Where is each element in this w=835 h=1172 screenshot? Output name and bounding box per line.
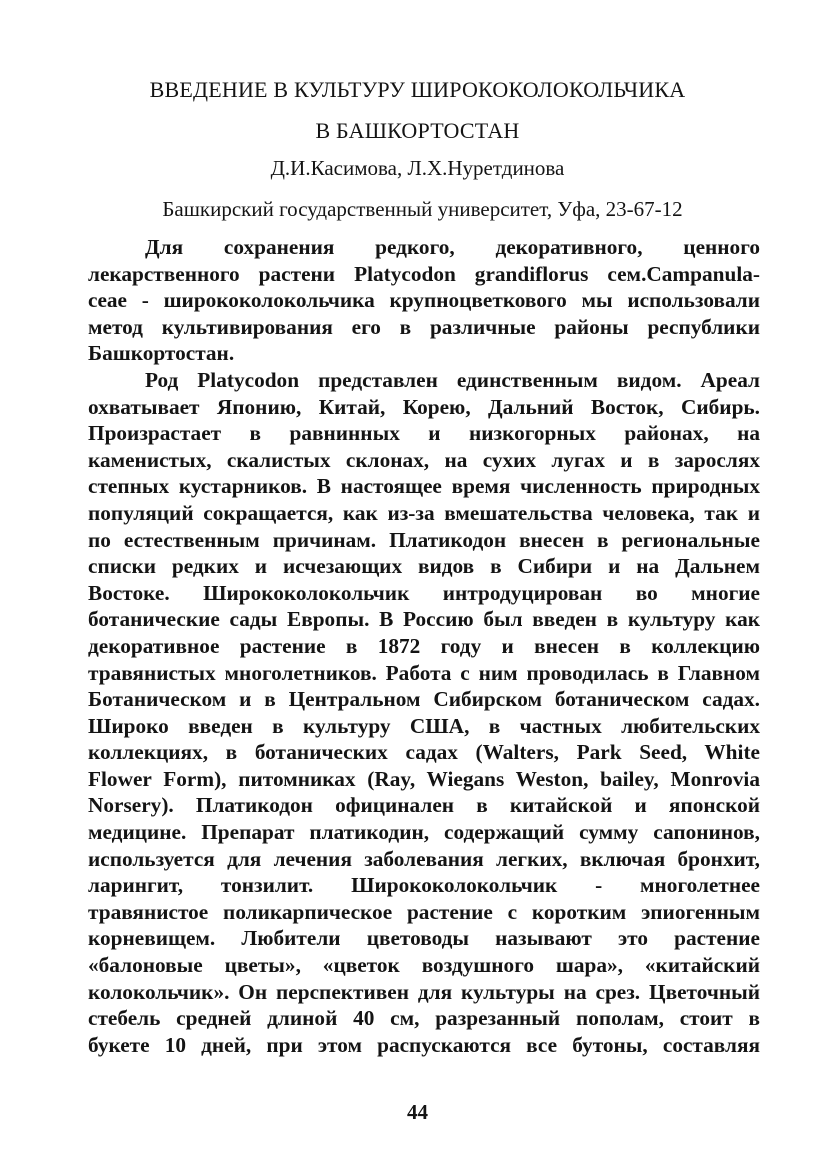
text-line: Востоке. Ширококолокольчик интродуцирован во многие bbox=[88, 580, 760, 605]
text-line: степных кустарников. В настоящее время численность природных bbox=[88, 474, 760, 499]
text-line: Широко введен в культуру США, в частных любительских bbox=[88, 713, 760, 738]
page-number: 44 bbox=[407, 1100, 428, 1124]
text-line: списки редких и исчезающих видов в Сибири и на Дальнем bbox=[88, 554, 760, 579]
text-line: букете 10 дней, при этом распускаются все бутоны, составляя bbox=[88, 1032, 760, 1057]
text-line: корневищем. Любители цветоводы называют это растение bbox=[88, 926, 760, 951]
text-line: ботанические сады Европы. В Россию был введен в культуру как bbox=[88, 607, 760, 632]
body-text bbox=[88, 234, 760, 1058]
text-line: травянистых многолетников. Работа с ним проводилась в Главном bbox=[88, 660, 760, 685]
title-line-1: ВВЕДЕНИЕ В КУЛЬТУРУ ШИРОКОКОЛОКОЛЬЧИКА bbox=[149, 77, 686, 102]
text-line: травянистое поликарпическое растение с коротким эпиогенным bbox=[88, 899, 760, 924]
affiliation: Башкирский государственный университет, Уфа, 23-67-12 bbox=[162, 197, 683, 221]
text-line: «балоновые цветы», «цветок воздушного шара», «китайский bbox=[88, 953, 760, 978]
text-line: Род Platycodon представлен единственным видом. Ареал bbox=[145, 367, 760, 392]
text-line: метод культивирования его в различные районы республики bbox=[88, 314, 760, 339]
text-line: стебель средней длиной 40 см, разрезанный пополам, стоит в bbox=[88, 1006, 760, 1031]
text-line: Башкортостан. bbox=[88, 341, 235, 366]
authors: Д.И.Касимова, Л.Х.Нуретдинова bbox=[270, 156, 565, 180]
text-line: популяций сокращается, как из-за вмешательства человека, так и bbox=[88, 500, 760, 525]
text-line: по естественным причинам. Платикодон внесен в региональные bbox=[88, 527, 760, 552]
text-line: охватывает Японию, Китай, Корею, Дальний Восток, Сибирь. bbox=[88, 394, 760, 419]
paragraph bbox=[88, 234, 760, 367]
text-line: ларингит, тонзилит. Ширококолокольчик - многолетнее bbox=[88, 873, 760, 898]
text-line: Для сохранения редкого, декоративного, ценного bbox=[145, 235, 760, 259]
text-line: лекарственного растени Platycodon grandiflorus сем.Campanula- bbox=[88, 261, 760, 286]
text-line: каменистых, скалистых склонах, на сухих лугах и в зарослях bbox=[88, 447, 760, 472]
text-line: Ботаническом и в Центральном Сибирском ботаническом садах. bbox=[88, 687, 760, 712]
text-line: коллекциях, в ботанических садах (Walters, Park Seed, White bbox=[88, 740, 760, 765]
text-line: колокольчик». Он перспективен для культуры на срез. Цветочный bbox=[88, 979, 760, 1004]
text-line: декоративное растение в 1872 году и внесен в коллекцию bbox=[88, 633, 760, 658]
text-line: ceae - ширококолокольчика крупноцветкового мы использовали bbox=[88, 288, 760, 313]
text-line: медицине. Препарат платикодин, содержащий сумму сапонинов, bbox=[88, 820, 760, 845]
title-line-2: В БАШКОРТОСТАН bbox=[315, 118, 520, 143]
text-line: Norsery). Платикодон официнален в китайской и японской bbox=[88, 793, 760, 818]
text-line: используется для лечения заболевания легких, включая бронхит, bbox=[88, 846, 760, 871]
text-line: Flower Form), питомниках (Ray, Wiegans Weston, bailey, Monrovia bbox=[88, 766, 760, 791]
paragraph bbox=[88, 367, 760, 1058]
text-line: Произрастает в равнинных и низкогорных районах, на bbox=[88, 421, 760, 446]
